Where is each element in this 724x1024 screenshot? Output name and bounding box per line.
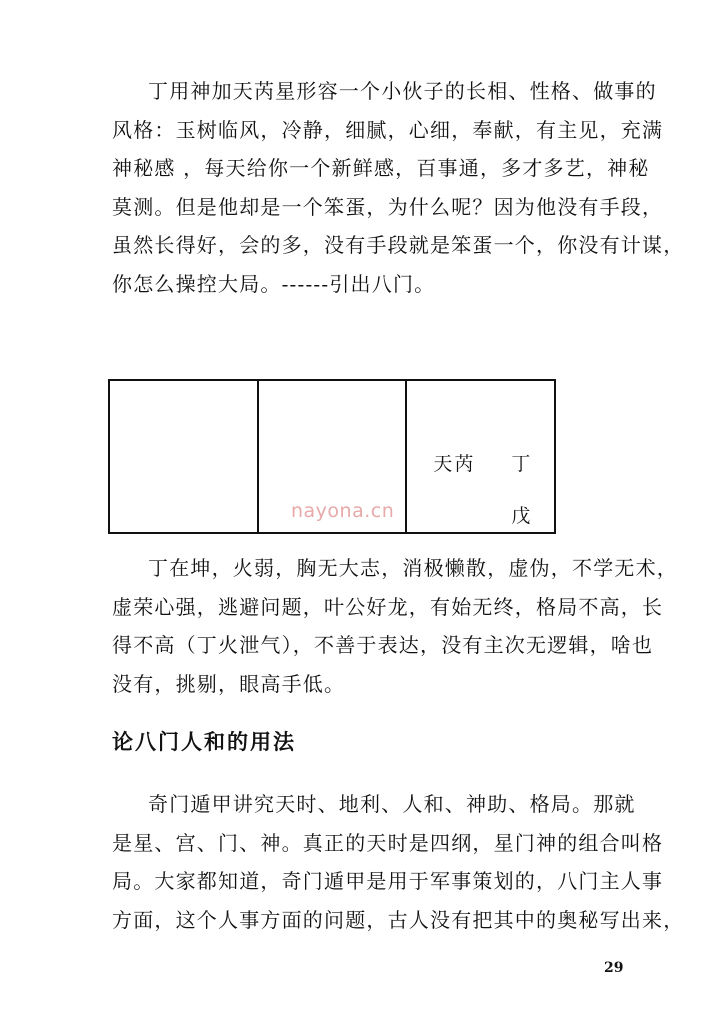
palace-cell-left: [110, 381, 257, 532]
paragraph-line: 是星、宫、门、神。真正的天时是四纲，星门神的组合叫格: [112, 830, 664, 855]
palace-star: 天芮: [433, 453, 476, 475]
intro-paragraph: [112, 72, 685, 303]
page-number: 29: [604, 960, 624, 976]
paragraph-line: 没有，挑剔，眼高手低。: [112, 671, 346, 696]
paragraph-line: 风格：玉树临风，冷静，细腻，心细，奉献，有主见，充满: [112, 117, 664, 142]
paragraph-line: 方面，这个人事方面的问题，古人没有把其中的奥秘写出来，: [112, 907, 685, 932]
paragraph-line: 虚荣心强，逃避问题，叶公好龙，有始无终，格局不高，长: [112, 594, 664, 619]
section-heading: 论八门人和的用法: [112, 729, 296, 754]
paragraph-line: 局。大家都知道，奇门遁甲是用于军事策划的，八门主人事: [112, 869, 664, 893]
analysis-paragraph: [112, 549, 678, 703]
palace-cell-right: [405, 381, 554, 532]
paragraph-line: 你怎么操控大局。------引出八门。: [112, 271, 436, 296]
paragraph-line: 神秘感 ，每天给你一个新鲜感，百事通，多才多艺，神秘: [112, 156, 650, 180]
section-body-paragraph: [112, 785, 685, 939]
paragraph-line: 丁用神加天芮星形容一个小伙子的长相、性格、做事的: [148, 79, 657, 103]
palace-bottom-stem: 戊: [511, 505, 533, 527]
paragraph-line: 奇门遁甲讲究天时、地利、人和、神助、格局。那就: [148, 792, 636, 816]
paragraph-line: 莫测。但是他却是一个笨蛋，为什么呢？因为他没有手段，: [112, 194, 664, 219]
palace-top-stem: 丁: [511, 453, 533, 475]
paragraph-line: 得不高（丁火泄气），不善于表达，没有主次无逻辑，啥也: [112, 633, 654, 657]
watermark-text: nayona.cn: [291, 500, 395, 522]
paragraph-line: 虽然长得好，会的多，没有手段就是笨蛋一个，你没有计谋，: [112, 233, 685, 257]
paragraph-line: 丁在坤，火弱，胸无大志，消极懒散，虚伪，不学无术，: [148, 556, 678, 580]
